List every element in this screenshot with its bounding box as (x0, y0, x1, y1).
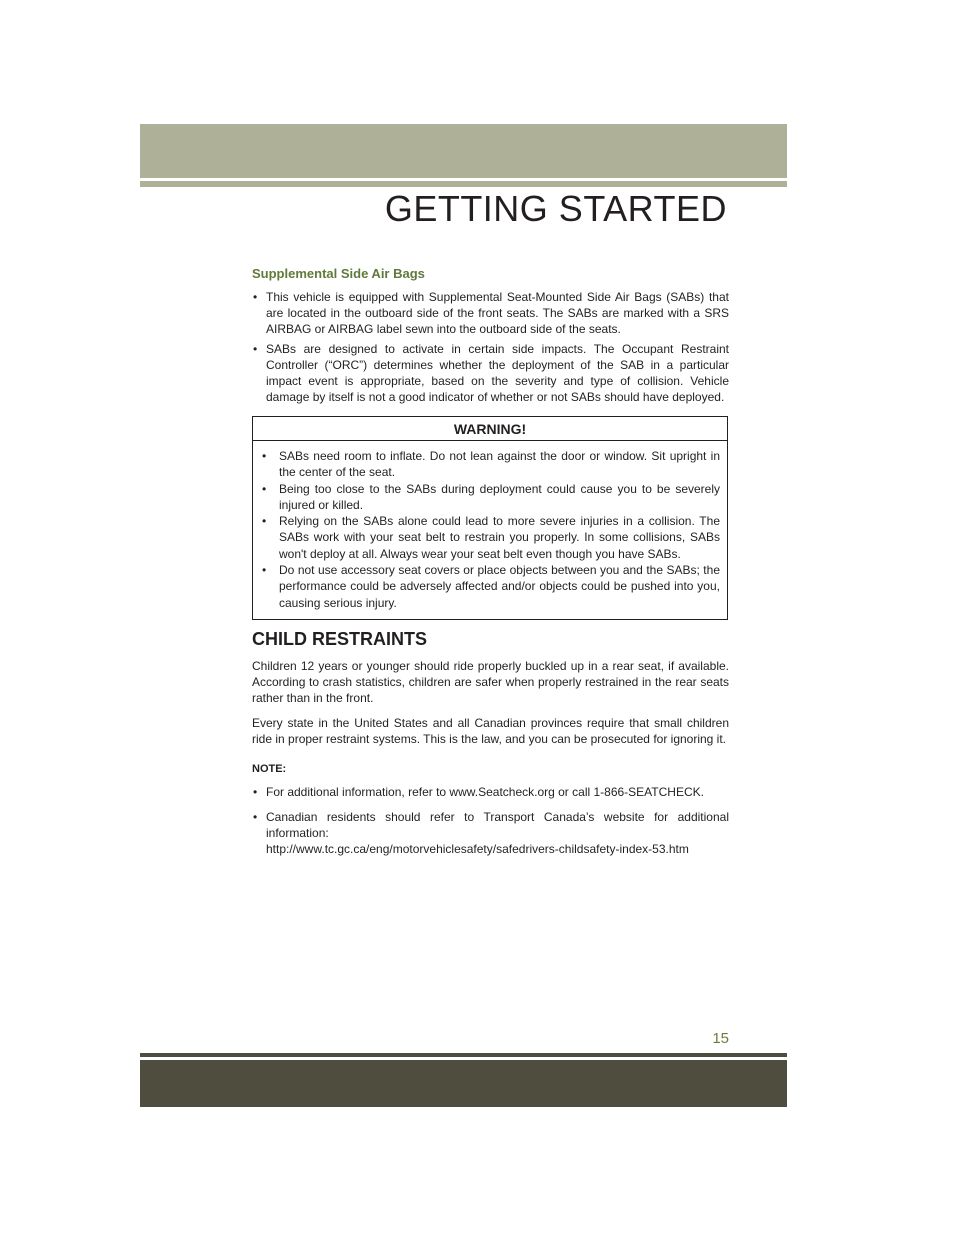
side-air-bags-list (252, 289, 729, 405)
header-rule (140, 181, 787, 187)
page-number: 15 (712, 1030, 729, 1047)
warning-title: WARNING! (253, 417, 727, 441)
paragraph: Children 12 years or younger should ride properly buckled up in a rear seat, if available. According to crash statistics, children are safer when properly restrained in the rear seats rather than in the front. (252, 658, 729, 705)
paragraph: Every state in the United States and all Canadian provinces require that small children ride in proper restraint systems. This is the law, and you can be prosecuted for ignoring it. (252, 715, 729, 746)
list-item: • This vehicle is equipped with Supplemental Seat-Mounted Side Air Bags (SABs) that are located in the outboard side of the front seats. The SABs are marked with a SRS AIRBAG or AIRBAG label sewn into the outboard side of the seats. (252, 289, 729, 337)
list-item (252, 809, 729, 857)
list-item: • SABs need room to inflate. Do not lean against the door or window. Sit upright in the center of the seat. (261, 448, 720, 481)
list-item: • Do not use accessory seat covers or place objects between you and the SABs; the performance could be adversely affected and/or objects could be pushed into you, causing serious injury. (261, 562, 720, 611)
list-item: • Being too close to the SABs during deployment could cause you to be severely injured or killed. (261, 481, 720, 514)
list-item: • SABs are designed to activate in certain side impacts. The Occupant Restraint Controller (“ORC”) determines whether the deployment of the SAB in a particular impact event is appropriate, based on the severity and type of collision. Vehicle damage by itself is not a good indicator of whether or not SABs should have deployed. (252, 341, 729, 405)
note-list (252, 784, 729, 857)
list-item: • Relying on the SABs alone could lead to more severe injuries in a collision. The SABs work with your seat belt to restrain you properly. In some collisions, SABs won't deploy at all. Always wear your seat belt even though you have SABs. (261, 513, 720, 562)
footer-rule (140, 1053, 787, 1057)
note-label: NOTE: (252, 762, 287, 775)
transport-canada-url: http://www.tc.gc.ca/eng/motorvehiclesafety/safedrivers-childsafety-index-53.htm (266, 841, 689, 856)
page-content (252, 266, 729, 866)
note-text: Canadian residents should refer to Transport Canada’s website for additional information: (266, 809, 729, 840)
list-item (252, 784, 729, 800)
child-restraints-heading: CHILD RESTRAINTS (252, 628, 427, 649)
footer-band (140, 1060, 787, 1107)
warning-box (252, 416, 728, 620)
note-text: For additional information, refer to www.Seatcheck.org or call 1-866-SEATCHECK. (266, 784, 704, 799)
warning-list (261, 448, 720, 611)
side-air-bags-heading: Supplemental Side Air Bags (252, 266, 425, 281)
warning-body (253, 441, 727, 619)
section-title: GETTING STARTED (384, 188, 727, 229)
header-band (140, 124, 787, 178)
